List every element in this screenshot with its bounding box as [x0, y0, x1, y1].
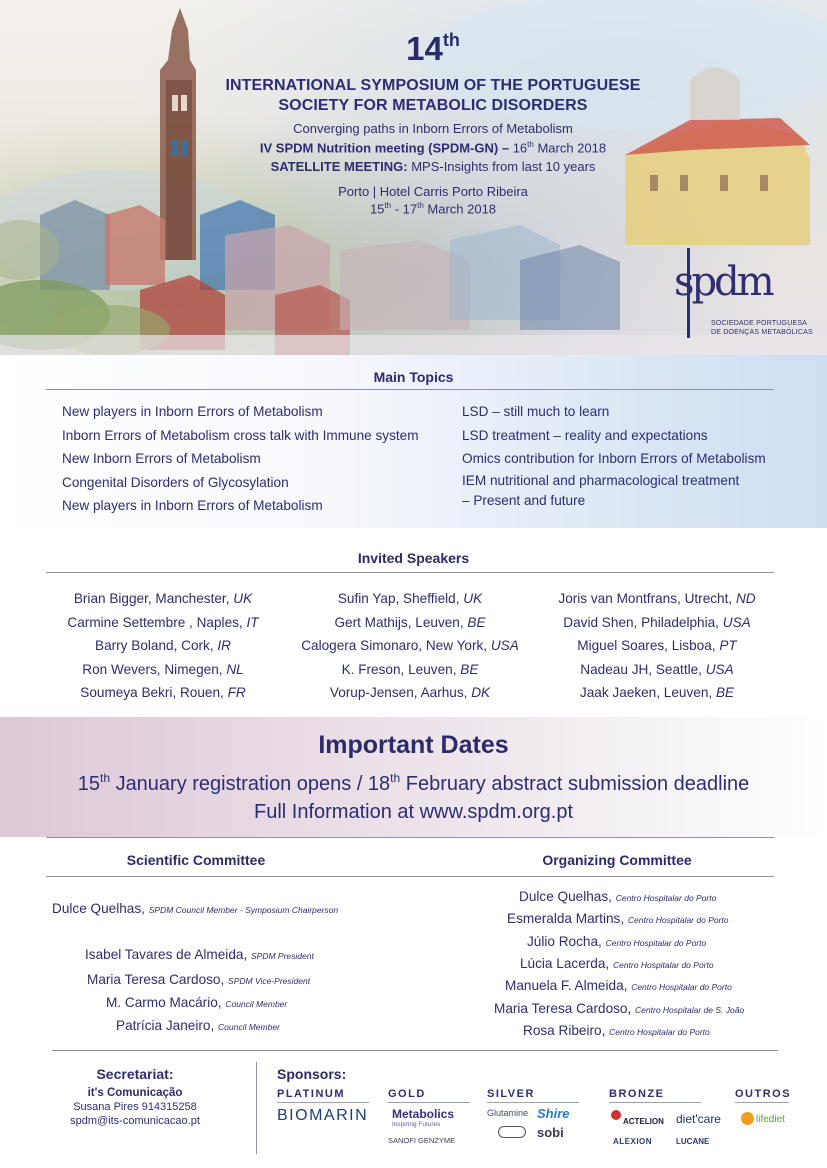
lifediet-mark-icon — [741, 1112, 754, 1125]
tier-gold: GOLD — [388, 1088, 426, 1100]
committee-member: M. Carmo Macário, Council Member — [106, 995, 288, 1010]
topic-item: Inborn Errors of Metabolism cross talk with Immune system — [62, 427, 419, 443]
speaker-item: Jaak Jaeken, Leuven, BE — [579, 685, 735, 701]
scientific-committee-heading: Scientific Committee — [126, 852, 266, 868]
satellite-meeting-line: SATELLITE MEETING: MPS-Insights from last 10 years — [270, 159, 596, 174]
actelion-mark-icon — [611, 1110, 621, 1120]
title-line-2: SOCIETY FOR METABOLIC DISORDERS — [278, 97, 588, 114]
topic-item: IEM nutritional and pharmacological treatment — [462, 472, 740, 488]
sponsor-lifediet-logo: lifediet — [756, 1114, 785, 1125]
tier-rule — [277, 1102, 369, 1103]
speaker-item: Nadeau JH, Seattle, USA — [580, 661, 734, 677]
speakers-column-3 — [527, 587, 787, 705]
main-topics-heading: Main Topics — [373, 369, 454, 385]
speaker-item: Sufin Yap, Sheffield, UK — [337, 591, 483, 606]
topic-item: New Inborn Errors of Metabolism — [62, 451, 261, 466]
secretariat-contact: Susana Pires 914315258 — [73, 1101, 197, 1113]
hero-banner — [0, 0, 827, 355]
tier-outros: OUTROS — [735, 1088, 792, 1100]
organizer-member: Dulce Quelhas, Centro Hospitalar do Porto — [519, 889, 717, 904]
topics-left-list — [62, 400, 419, 518]
topic-item: – Present and future — [462, 492, 586, 508]
secretariat-block — [40, 1066, 230, 1127]
sponsor-metabolics-logo: Metabolics — [392, 1107, 455, 1121]
sponsor-actelion-logo: ACTELION — [623, 1117, 664, 1126]
sponsor-silver-seal-icon — [498, 1126, 526, 1138]
speaker-item: Soumeya Bekri, Rouen, FR — [80, 685, 246, 701]
sponsor-sobi-logo: sobi — [537, 1125, 564, 1140]
secretariat-company: it's Comunicação — [87, 1087, 183, 1099]
speaker-item: Ron Wevers, Nimegen, NL — [82, 661, 244, 677]
sponsor-dietcare-logo: diet'care — [676, 1112, 721, 1126]
tier-rule — [609, 1102, 701, 1103]
sponsor-metabolics-tagline: Inspiring Futures — [392, 1121, 441, 1128]
speaker-item: David Shen, Philadelphia, USA — [563, 614, 751, 630]
committee-member: Isabel Tavares de Almeida, SPDM President — [85, 947, 314, 962]
tier-platinum: PLATINUM — [277, 1088, 346, 1100]
edition-number: 14th — [406, 30, 460, 67]
tier-bronze: BRONZE — [609, 1088, 665, 1100]
tier-rule — [487, 1102, 579, 1103]
speaker-item: Vorup-Jensen, Aarhus, DK — [329, 685, 491, 701]
main-topics-rule — [46, 389, 774, 390]
organizer-member: Manuela F. Almeida, Centro Hospitalar do Porto — [505, 978, 732, 993]
tier-rule — [735, 1102, 789, 1103]
dates-rule — [46, 837, 774, 838]
committee-rule — [46, 876, 774, 877]
speaker-item: K. Freson, Leuven, BE — [341, 661, 479, 677]
committee-member: Patrícia Janeiro, Council Member — [116, 1018, 280, 1033]
logo-wordmark: spdm — [674, 259, 772, 305]
organizing-committee-heading: Organizing Committee — [542, 852, 692, 868]
secretariat-heading: Secretariat: — [96, 1066, 174, 1082]
title-line-1: INTERNATIONAL SYMPOSIUM OF THE PORTUGUESE — [225, 77, 641, 94]
sponsor-sanofi-genzyme-logo: SANOFI GENZYME — [388, 1136, 456, 1145]
speakers-rule — [46, 572, 774, 573]
theme-line: Converging paths in Inborn Errors of Metabolism — [293, 121, 573, 136]
tier-silver: SILVER — [487, 1088, 535, 1100]
secretariat-email[interactable]: spdm@its-comunicacao.pt — [70, 1115, 200, 1127]
organizer-member: Maria Teresa Cardoso, Centro Hospitalar de S. João — [494, 1001, 745, 1016]
topic-item: New players in Inborn Errors of Metabolism — [62, 404, 323, 419]
topic-item: LSD treatment – reality and expectations — [462, 427, 708, 443]
footer-divider — [256, 1062, 257, 1154]
deadlines-line: 15th January registration opens / 18th February abstract submission deadline — [77, 771, 750, 795]
speaker-item: Gert Mathijs, Leuven, BE — [334, 614, 486, 630]
sponsor-alexion-logo: ALEXION — [613, 1137, 653, 1146]
sponsors-heading: Sponsors: — [277, 1066, 347, 1082]
committee-chair: Dulce Quelhas, SPDM Council Member - Symposium Chairperson — [52, 901, 339, 916]
dates-line: 15th - 17th March 2018 — [369, 201, 497, 217]
topic-item: New players in Inborn Errors of Metabolism — [62, 498, 323, 513]
committee-member: Maria Teresa Cardoso, SPDM Vice-President — [87, 972, 311, 987]
venue-line: Porto | Hotel Carris Porto Ribeira — [338, 184, 528, 199]
speaker-item: Brian Bigger, Manchester, UK — [73, 591, 253, 606]
organizer-member: Rosa Ribeiro, Centro Hospitalar do Porto — [523, 1023, 710, 1038]
topic-item: Omics contribution for Inborn Errors of Metabolism — [462, 451, 766, 466]
main-topics-section — [0, 355, 827, 528]
sponsor-glutamine-logo: Glutamine — [487, 1108, 529, 1118]
logo-caption: SOCIEDADE PORTUGUESA DE DOENÇAS METABÓLICAS — [711, 320, 813, 336]
sponsor-shire-logo: Shire — [537, 1106, 570, 1121]
topics-right-list — [462, 400, 766, 511]
invited-speakers-heading: Invited Speakers — [357, 550, 470, 566]
organizer-member: Júlio Rocha, Centro Hospitalar do Porto — [527, 934, 707, 949]
speaker-item: Carmine Settembre , Naples, IT — [67, 614, 259, 630]
symposium-title — [150, 76, 716, 116]
spdm-logo — [674, 244, 814, 344]
speakers-column-1 — [33, 587, 293, 705]
sponsor-biomarin-logo: BIOMARIN — [277, 1107, 369, 1124]
speaker-item: Joris van Montfrans, Utrecht, ND — [558, 591, 756, 606]
speakers-column-2 — [280, 587, 540, 705]
organizer-member: Esmeralda Martins, Centro Hospitalar do Porto — [507, 911, 729, 926]
tier-rule — [388, 1102, 470, 1103]
speaker-item: Calogera Simonaro, New York, USA — [301, 638, 519, 654]
important-dates-section — [0, 717, 827, 837]
sponsor-lucane-logo: LUCANE — [676, 1137, 710, 1146]
speaker-item: Miguel Soares, Lisboa, PT — [577, 638, 737, 654]
full-information-line: Full Information at www.spdm.org.pt — [253, 801, 573, 823]
nutrition-meeting-line: IV SPDM Nutrition meeting (SPDM-GN) – 16th March 2018 — [259, 140, 607, 156]
topic-item: LSD – still much to learn — [462, 404, 610, 419]
footer-rule — [52, 1050, 778, 1051]
speaker-item: Barry Boland, Cork, IR — [95, 638, 231, 654]
topic-item: Congenital Disorders of Glycosylation — [62, 474, 289, 490]
important-dates-heading: Important Dates — [318, 731, 509, 759]
organizer-member: Lúcia Lacerda, Centro Hospitalar do Porto — [520, 956, 714, 971]
